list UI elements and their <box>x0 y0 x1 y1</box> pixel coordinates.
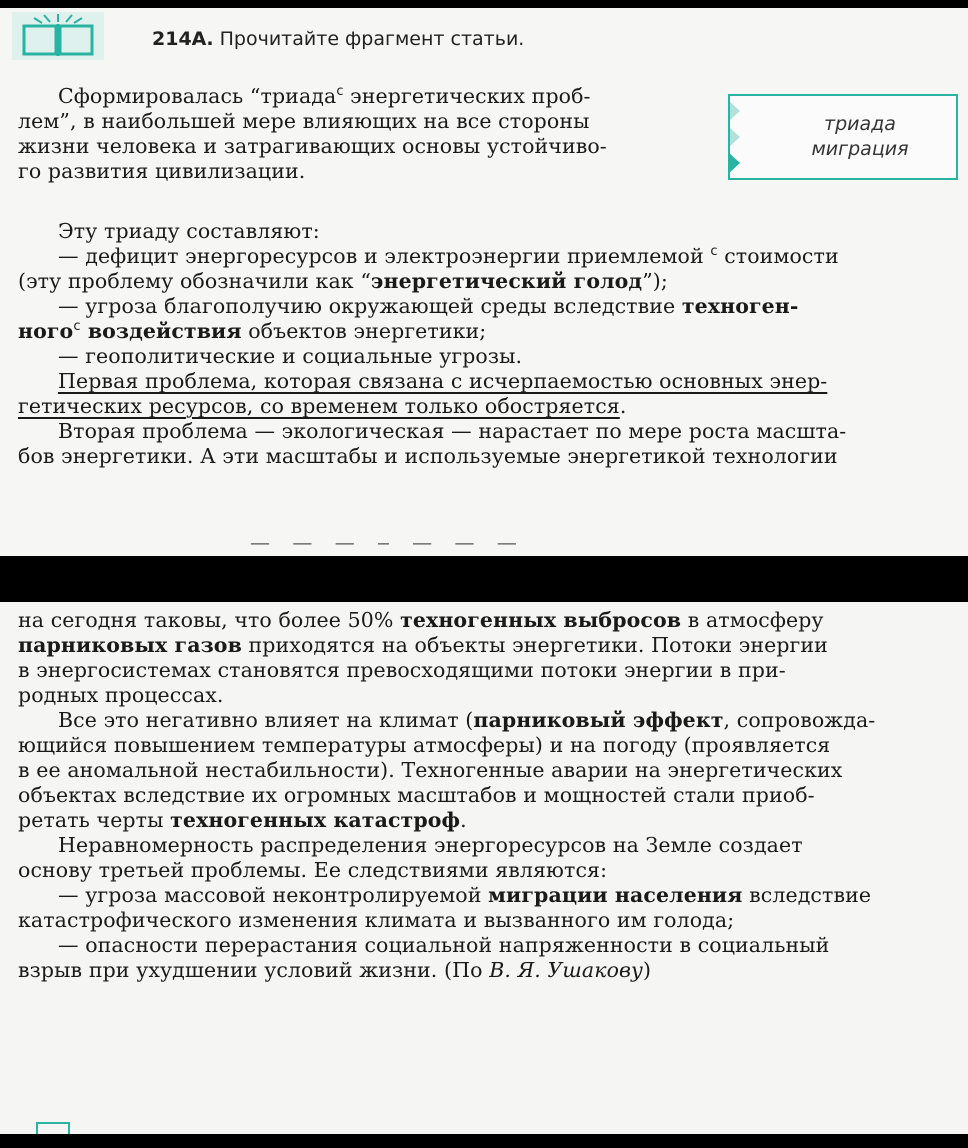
paragraph-continuation <box>18 608 938 983</box>
text-line: — угроза благополучию окружающей среды вследствие техноген- <box>58 294 799 318</box>
text-line: ретать черты техногенных катастроф. <box>18 808 467 832</box>
text-line: катастрофического изменения климата и вызванного им голода; <box>18 908 735 932</box>
author-name: В. Я. Ушакову <box>489 958 644 982</box>
text-line: Неравномерность распределения энергоресурсов на Земле создает <box>58 833 803 857</box>
arrow-marker-icon <box>728 126 740 148</box>
arrow-marker-icon <box>728 152 740 174</box>
textbook-page-top <box>0 8 968 556</box>
text-line: Все это негативно влияет на климат (парниковый эффект, сопровожда- <box>58 708 876 732</box>
page-corner-mark <box>36 1122 70 1134</box>
text-line: взрыв при ухудшении условий жизни. (По В. Я. Ушакову) <box>18 958 652 982</box>
exercise-number: 214А. <box>152 28 214 50</box>
text-line: жизни человека и затрагивающих основы устойчиво- <box>18 134 607 158</box>
text-line: — геополитические и социальные угрозы. <box>58 344 523 368</box>
vocab-word-triada: триада <box>824 113 896 135</box>
paragraph-triad-list <box>18 219 960 469</box>
underlined-sentence: Первая проблема, которая связана с исчерпаемостью основных энер- <box>58 369 828 393</box>
text-line: го развития цивилизации. <box>18 159 306 183</box>
text-line: объектах вследствие их огромных масштабов и мощностей стали приоб- <box>18 783 815 807</box>
text-line: ющийся повышением температуры атмосферы) и на погоду (проявляется <box>18 733 831 757</box>
text-line: Эту триаду составляют: <box>58 219 320 243</box>
underlined-sentence: гетических ресурсов, со временем только обостряется <box>18 394 620 418</box>
bottom-black-bar <box>0 1134 968 1148</box>
text-line: (эту проблему обозначили как “энергетический голод”); <box>18 269 668 293</box>
vocab-word-migratsiya: миграция <box>811 138 909 160</box>
text-line: родных процессах. <box>18 683 224 707</box>
paragraph-triad-intro <box>18 84 710 184</box>
text-line: парниковых газов приходятся на объекты энергетики. Потоки энергии <box>18 633 828 657</box>
text-line: Сформировалась “триада$^с$ энергетических проб- <box>58 84 591 108</box>
text-line: лем”, в наибольшей мере влияющих на все стороны <box>18 109 590 133</box>
top-black-bar <box>0 0 968 8</box>
text-line: на сегодня таковы, что более 50% техногенных выбросов в атмосферу <box>18 608 824 632</box>
open-book-icon <box>12 12 104 60</box>
textbook-page-bottom <box>0 602 968 1134</box>
exercise-instruction: Прочитайте фрагмент статьи. <box>219 28 525 50</box>
text-line: основу третьей проблемы. Ее следствиями являются: <box>18 858 608 882</box>
text-line: — дефицит энергоресурсов и электроэнергии приемлемой $^с$ стоимости <box>58 244 839 268</box>
arrow-marker-icon <box>728 100 740 122</box>
text-line: — угроза массовой неконтролируемой миграции населения вследствие <box>58 883 872 907</box>
text-line: в ее аномальной нестабильности). Техногенные аварии на энергетических <box>18 758 843 782</box>
text-line: в энергосистемах становятся превосходящими потоки энергии в при- <box>18 658 786 682</box>
exercise-header <box>152 28 524 50</box>
text-line: — опасности перерастания социальной напряженности в социальный <box>58 933 830 957</box>
text-line: Вторая проблема — экологическая — нарастает по мере роста масшта- <box>58 419 847 443</box>
text-line: бов энергетики. А эти масштабы и используемые энергетикой технологии <box>18 444 838 468</box>
vocabulary-box <box>728 94 958 180</box>
cut-off-text-fragment: — — — ‒ — — — <box>250 542 525 554</box>
text-line: ного$^с$ воздействия объектов энергетики; <box>18 319 487 343</box>
text-line: гетических ресурсов, со временем только обостряется. <box>18 394 627 418</box>
